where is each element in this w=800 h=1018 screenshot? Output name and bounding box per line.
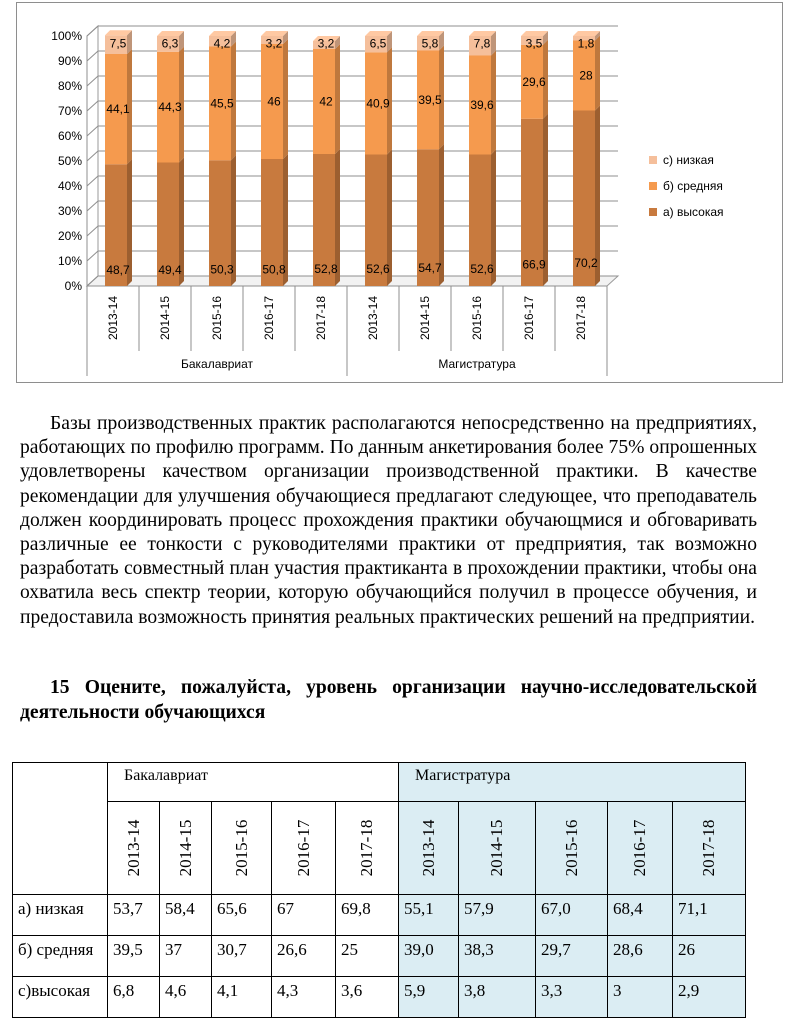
y-tick-label: 40% xyxy=(57,179,82,193)
x-tick-label: 2016-17 xyxy=(262,295,276,341)
data-label: 3,2 xyxy=(265,36,283,51)
table-cell: 38,3 xyxy=(459,936,536,977)
y-tick-label: 60% xyxy=(57,129,82,143)
data-label: 28 xyxy=(579,68,593,83)
data-label: 39,5 xyxy=(418,92,442,107)
x-tick-label: 2014-15 xyxy=(158,295,172,341)
data-label: 66,9 xyxy=(522,257,546,272)
data-label: 3,5 xyxy=(525,36,543,51)
table-group-bachelor: Бакалавриат xyxy=(108,763,399,802)
table-cell: 55,1 xyxy=(399,895,459,936)
data-label: 40,9 xyxy=(366,96,390,111)
section-heading: 15 Оцените, пожалуйста, уровень организации научно-исследовательской деятельности обучающихся xyxy=(20,677,757,723)
body-paragraph: Базы производственных практик располагаются непосредственно на предприятиях, работающих по профилю программ. По данным анкетирования более 75% опрошенных удовлетворены качеством организации производственной практики. В качестве рекомендации для улучшения обучающиеся предлагают следующее, что преподаватель должен координировать процесс прохождения практики обучающмися и обговаривать различные ее тонкости с руководителями практики от предприятия, так возможно разработать совместный план участия практиканта в прохождении практики, чтобы она охватила весь спектр теории, которую обучающийся получил в процессе обучения, и предоставила возможность принятия реальных практических решений на предприятии. xyxy=(20,413,757,628)
table-year-header xyxy=(399,802,459,895)
data-label: 70,2 xyxy=(574,256,598,271)
table-cell: 71,1 xyxy=(673,895,746,936)
table-year-header xyxy=(608,802,673,895)
table-year-header xyxy=(536,802,608,895)
table-row-label: с)высокая xyxy=(13,977,108,1018)
table-cell: 29,7 xyxy=(536,936,608,977)
table-cell: 4,3 xyxy=(272,977,336,1018)
table-cell: 26 xyxy=(673,936,746,977)
x-group-label: Магистратура xyxy=(438,357,516,371)
table-cell: 53,7 xyxy=(108,895,160,936)
x-tick-label: 2014-15 xyxy=(418,295,432,341)
table-cell: 39,0 xyxy=(399,936,459,977)
table-year-label: 2014-15 xyxy=(175,819,195,877)
table-cell: 28,6 xyxy=(608,936,673,977)
y-tick-label: 30% xyxy=(57,204,82,218)
table-year-header xyxy=(108,802,160,895)
data-label: 44,1 xyxy=(106,102,130,117)
data-label: 50,8 xyxy=(262,262,286,277)
table-cell: 3,3 xyxy=(536,977,608,1018)
table-year-header xyxy=(336,802,399,895)
table-cell: 39,5 xyxy=(108,936,160,977)
table-year-label: 2015-16 xyxy=(561,819,581,877)
x-tick-label: 2013-14 xyxy=(106,295,120,341)
table-cell: 67,0 xyxy=(536,895,608,936)
table-year-label: 2013-14 xyxy=(418,819,438,877)
data-label: 44,3 xyxy=(158,100,182,115)
legend-swatch xyxy=(649,156,657,164)
legend-label: с) низкая xyxy=(663,153,714,167)
y-tick-label: 70% xyxy=(57,104,82,118)
x-tick-label: 2017-18 xyxy=(314,295,328,341)
data-label: 52,8 xyxy=(314,261,338,276)
data-label: 39,6 xyxy=(470,98,494,112)
y-tick-label: 10% xyxy=(57,254,82,268)
legend-label: б) средняя xyxy=(663,179,723,193)
y-tick-label: 90% xyxy=(57,54,82,68)
legend-label: а) высокая xyxy=(663,205,724,219)
y-tick-label: 0% xyxy=(64,279,82,293)
table-cell: 69,8 xyxy=(336,895,399,936)
table-row xyxy=(13,977,746,1018)
table-cell: 67 xyxy=(272,895,336,936)
table-cell: 26,6 xyxy=(272,936,336,977)
y-tick-label: 50% xyxy=(57,154,82,168)
table-cell: 65,6 xyxy=(212,895,272,936)
table-cell: 6,8 xyxy=(108,977,160,1018)
table-group-master: Магистратура xyxy=(399,763,746,802)
data-label: 6,3 xyxy=(161,36,179,51)
table-year-label: 2016-17 xyxy=(293,819,313,877)
table-year-header xyxy=(212,802,272,895)
data-label: 7,8 xyxy=(473,36,491,51)
data-label: 29,6 xyxy=(522,74,546,89)
data-label: 52,6 xyxy=(366,261,390,276)
y-tick-label: 80% xyxy=(57,79,82,93)
table-year-label: 2017-18 xyxy=(357,819,376,877)
x-tick-label: 2013-14 xyxy=(366,295,380,341)
table-year-header xyxy=(272,802,336,895)
legend-swatch xyxy=(649,208,657,216)
table-cell: 30,7 xyxy=(212,936,272,977)
survey-table xyxy=(12,762,746,1018)
table-year-label: 2017-18 xyxy=(699,819,718,877)
table-year-header xyxy=(673,802,746,895)
table-row xyxy=(13,936,746,977)
bar-segment-side xyxy=(283,39,288,159)
data-label: 54,7 xyxy=(418,261,442,276)
table-year-header xyxy=(459,802,536,895)
data-label: 7,5 xyxy=(109,36,127,51)
table-cell: 3 xyxy=(608,977,673,1018)
table-cell: 37 xyxy=(160,936,212,977)
x-tick-label: 2017-18 xyxy=(574,295,588,341)
table-cell: 3,8 xyxy=(459,977,536,1018)
table-cell: 2,9 xyxy=(673,977,746,1018)
bar-segment-side xyxy=(335,44,340,154)
stacked-bar-chart xyxy=(17,3,782,382)
table-cell: 3,6 xyxy=(336,977,399,1018)
table-year-label: 2014-15 xyxy=(487,819,506,877)
table-cell: 5,9 xyxy=(399,977,459,1018)
x-group-label: Бакалавриат xyxy=(180,357,254,371)
data-label: 6,5 xyxy=(369,36,387,51)
data-label: 46 xyxy=(267,94,281,109)
x-tick-label: 2016-17 xyxy=(522,295,536,341)
data-label: 5,8 xyxy=(421,36,439,51)
table-cell: 4,1 xyxy=(212,977,272,1018)
table-year-label: 2013-14 xyxy=(123,819,143,877)
data-label: 4,2 xyxy=(213,36,231,51)
data-label: 49,4 xyxy=(158,262,182,277)
table-cell: 58,4 xyxy=(160,895,212,936)
table-row xyxy=(13,895,746,936)
bar-segment-side xyxy=(595,36,600,111)
y-tick-label: 100% xyxy=(51,29,82,43)
data-label: 3,2 xyxy=(317,36,335,51)
table-cell: 25 xyxy=(336,936,399,977)
table-row-label: а) низкая xyxy=(13,895,108,936)
x-tick-label: 2015-16 xyxy=(210,295,224,341)
data-label: 42 xyxy=(319,94,333,109)
data-label: 1,8 xyxy=(577,36,595,51)
data-label: 50,3 xyxy=(210,262,234,277)
table-corner-cell xyxy=(13,763,108,895)
data-label: 48,7 xyxy=(106,263,130,278)
legend-swatch xyxy=(649,182,657,190)
y-tick-label: 20% xyxy=(57,229,82,243)
data-label: 45,5 xyxy=(210,96,234,111)
table-cell: 57,9 xyxy=(459,895,536,936)
table-year-header xyxy=(160,802,212,895)
table-year-label: 2015-16 xyxy=(231,819,251,877)
table-year-label: 2016-17 xyxy=(630,819,649,877)
chart-frame xyxy=(16,2,783,383)
table-row-label: б) средняя xyxy=(13,936,108,977)
table-cell: 4,6 xyxy=(160,977,212,1018)
table-cell: 68,4 xyxy=(608,895,673,936)
data-label: 52,6 xyxy=(470,261,494,276)
x-tick-label: 2015-16 xyxy=(470,295,484,341)
